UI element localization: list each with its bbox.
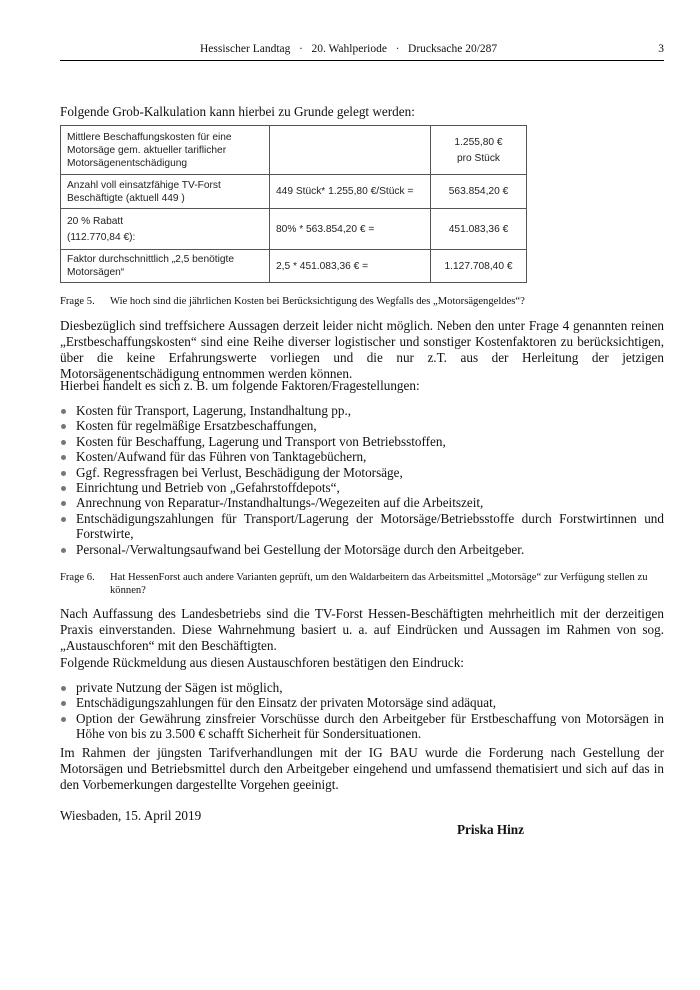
table-cell-calc bbox=[270, 126, 431, 175]
place-and-date: Wiesbaden, 15. April 2019 bbox=[60, 808, 202, 823]
result-note: pro Stück bbox=[456, 152, 501, 164]
bullet-icon bbox=[61, 517, 66, 522]
table-cell-label bbox=[61, 209, 270, 250]
list-item bbox=[60, 449, 664, 464]
table-row bbox=[61, 209, 527, 250]
list-item bbox=[60, 695, 664, 710]
table-cell-result bbox=[431, 126, 527, 175]
list-item bbox=[60, 680, 664, 695]
table-row bbox=[61, 175, 527, 209]
table-cell-label: Anzahl voll einsatzfähige TV-Forst Beschäftigte (aktuell 449 ) bbox=[61, 175, 270, 209]
list-item-text: Einrichtung und Betrieb von „Gefahrstoffdepots“, bbox=[76, 480, 340, 496]
running-header bbox=[60, 43, 664, 57]
list-item-text: Kosten für Transport, Lagerung, Instandhaltung pp., bbox=[76, 403, 352, 418]
list-item bbox=[60, 434, 664, 449]
list-item bbox=[60, 465, 664, 480]
running-title: Hessischer Landtag · 20. Wahlperiode · Drucksache 20/287 bbox=[200, 43, 498, 55]
list-item bbox=[60, 511, 664, 542]
question-text: Hat HessenForst auch andere Varianten geprüft, um den Waldarbeitern das Arbeitsmittel „Motorsäge“ zur Verfügung stellen zu können? bbox=[110, 572, 648, 596]
cost-factor-list bbox=[60, 403, 664, 557]
bullet-icon bbox=[61, 717, 66, 722]
intro-paragraph: Folgende Grob-Kalkulation kann hierbei zu Grunde gelegt werden: bbox=[60, 104, 415, 119]
list-item-text: Kosten für Beschaffung, Lagerung und Transport von Betriebsstoffen, bbox=[76, 433, 446, 449]
bullet-icon bbox=[61, 701, 66, 706]
list-item-text: Kosten/Aufwand für das Führen von Tanktagebüchern, bbox=[76, 449, 367, 465]
table-cell-result: 563.854,20 € bbox=[431, 175, 527, 209]
list-item-text: Option der Gewährung zinsfreier Vorschüsse durch den Arbeitgeber für Erstbeschaffung von Motorsägen in Höhe von bis zu 3.500 € schafft Sicherheit für Sondersituationen. bbox=[76, 710, 664, 742]
list-item bbox=[60, 480, 664, 495]
list-item-text: Entschädigungszahlungen für Transport/Lagerung der Motorsäge/Betriebsstoffe durch Forstwirtinnen und Forstwirte, bbox=[76, 510, 664, 542]
answer-5-paragraph-2: Hierbei handelt es sich z. B. um folgende Faktoren/Fragestellungen: bbox=[60, 378, 420, 393]
answer-6-paragraph-3: Im Rahmen der jüngsten Tarifverhandlungen mit der IG BAU wurde die Forderung nach Gestellung der Motorsägen und Betriebsmittel durch den Arbeitgeber eingehend und umfassend thematisiert und sich auf das in den Vorbemerkungen dargestellte Vorgehen geeinigt. bbox=[60, 745, 664, 792]
question-text: Wie hoch sind die jährlichen Kosten bei Berücksichtigung des Wegfalls des „Motorsägengeldes“? bbox=[110, 296, 525, 307]
question-number: Frage 6. bbox=[60, 572, 95, 583]
table-cell-label: Faktor durchschnittlich „2,5 benötigte Motorsägen“ bbox=[61, 250, 270, 283]
answer-6-paragraph-2: Folgende Rückmeldung aus diesen Austauschforen bestätigen den Eindruck: bbox=[60, 655, 464, 670]
label-line: (112.770,84 €): bbox=[67, 231, 136, 243]
bullet-icon bbox=[61, 424, 66, 429]
list-item bbox=[60, 542, 664, 557]
header-rule bbox=[60, 60, 664, 61]
bullet-icon bbox=[61, 686, 66, 691]
table-cell-calc: 449 Stück* 1.255,80 €/Stück = bbox=[270, 175, 431, 209]
list-item-text: Kosten für regelmäßige Ersatzbeschaffungen, bbox=[76, 418, 317, 434]
table-row bbox=[61, 250, 527, 283]
table-cell-result: 451.083,36 € bbox=[431, 209, 527, 250]
bullet-icon bbox=[61, 501, 66, 506]
answer-5-paragraph-1: Diesbezüglich sind treffsichere Aussagen derzeit leider nicht möglich. Neben den unter Frage 4 genannten reinen „Erstbeschaffungskosten“ sind eine Reihe diverser logistischer und sonstiger Kostenfaktoren zu berücksichtigen, über die keine Erfahrungswerte vorliegen und die nur z.T. aus der Herleitung der jetzigen Motorsägenentschädigung entnommen werden können. bbox=[60, 318, 664, 381]
list-item-text: Entschädigungszahlungen für den Einsatz der privaten Motorsäge sind adäquat, bbox=[76, 695, 497, 711]
bullet-icon bbox=[61, 440, 66, 445]
list-item bbox=[60, 495, 664, 510]
label-line: 20 % Rabatt bbox=[67, 215, 124, 227]
cost-calculation-table bbox=[60, 125, 527, 283]
list-item-text: Personal-/Verwaltungsaufwand bei Gestellung der Motorsäge durch den Arbeitgeber. bbox=[76, 541, 525, 557]
list-item-text: Anrechnung von Reparatur-/Instandhaltungs-/Wegezeiten auf die Arbeitszeit, bbox=[76, 495, 484, 511]
bullet-icon bbox=[61, 455, 66, 460]
list-item-text: Ggf. Regressfragen bei Verlust, Beschädigung der Motorsäge, bbox=[76, 464, 403, 480]
list-item-text: private Nutzung der Sägen ist möglich, bbox=[76, 680, 283, 695]
page-number: 3 bbox=[658, 43, 664, 55]
list-item bbox=[60, 711, 664, 742]
bullet-icon bbox=[61, 409, 66, 414]
list-item bbox=[60, 403, 664, 418]
table-row bbox=[61, 126, 527, 175]
table-cell-calc: 2,5 * 451.083,36 € = bbox=[270, 250, 431, 283]
bullet-icon bbox=[61, 486, 66, 491]
bullet-icon bbox=[61, 548, 66, 553]
answer-6-paragraph-1: Nach Auffassung des Landesbetriebs sind die TV-Forst Hessen-Beschäftigten mehrheitlich mit der derzeitigen Praxis einverstanden. Diese Wahrnehmung basiert u. a. auf Eindrücken und Aussagen im Rahmen von sog. „Austauschforen“ mit den Beschäftigten. bbox=[60, 606, 664, 653]
table-cell-label: Mittlere Beschaffungskosten für eine Motorsäge gem. aktueller tariflicher Motorsägenentschädigung bbox=[61, 126, 270, 175]
signatory-name: Priska Hinz bbox=[456, 822, 524, 837]
result-value: 1.255,80 € bbox=[454, 136, 503, 148]
table-cell-calc: 80% * 563.854,20 € = bbox=[270, 209, 431, 250]
list-item bbox=[60, 418, 664, 433]
question-number: Frage 5. bbox=[60, 296, 95, 307]
bullet-icon bbox=[61, 471, 66, 476]
table-cell-result: 1.127.708,40 € bbox=[431, 250, 527, 283]
feedback-list bbox=[60, 680, 664, 742]
